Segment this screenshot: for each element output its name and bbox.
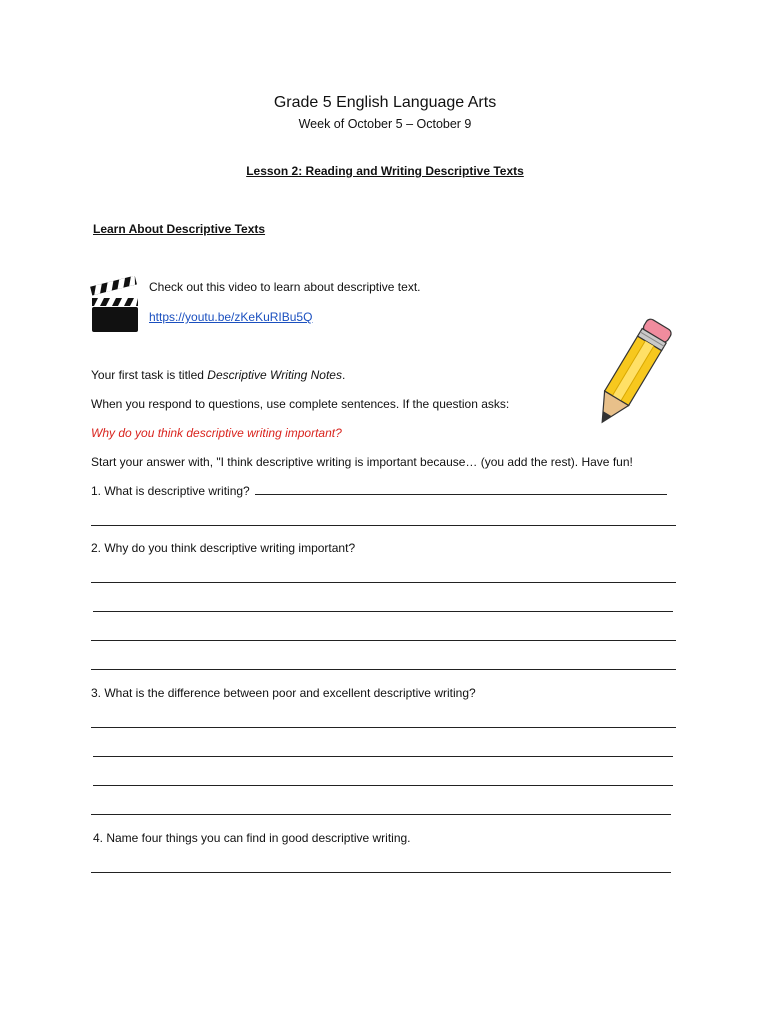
answer-line[interactable] [91,727,676,728]
video-link[interactable]: https://youtu.be/zKeKuRIBu5Q [149,310,313,324]
answer-line[interactable] [91,582,676,583]
answer-line[interactable] [91,872,671,873]
section-heading: Learn About Descriptive Texts [93,222,266,236]
question-1-text: 1. What is descriptive writing? [91,484,250,498]
example-question: Why do you think descriptive writing important? [91,426,342,440]
question-2: 2. Why do you think descriptive writing important? [91,541,356,555]
task-suffix: . [341,368,346,382]
video-text: Check out this video to learn about descriptive text. [149,280,421,294]
start-answer-instruction: Start your answer with, "I think descriptive writing is important because… (you add the rest). Have fun! [91,455,633,469]
answer-line[interactable] [93,611,673,612]
clapperboard-icon [90,276,140,339]
answer-line[interactable] [91,640,676,641]
answer-line[interactable] [93,785,673,786]
answer-line[interactable] [255,494,667,495]
week-subtitle: Week of October 5 – October 9 [298,117,472,131]
question-4: 4. Name four things you can find in good descriptive writing. [93,831,411,845]
task-prefix: Your first task is titled [91,368,208,382]
page-title: Grade 5 English Language Arts [273,94,497,111]
task-instruction [91,368,345,382]
answer-line[interactable] [91,669,676,670]
pencil-icon [585,312,675,445]
answer-line[interactable] [91,525,676,526]
answer-line[interactable] [91,814,671,815]
question-1 [91,484,667,498]
question-3: 3. What is the difference between poor and excellent descriptive writing? [91,686,476,700]
lesson-heading: Lesson 2: Reading and Writing Descriptive Texts [246,164,524,178]
respond-instruction: When you respond to questions, use complete sentences. If the question asks: [91,397,510,411]
answer-line[interactable] [93,756,673,757]
task-title: Descriptive Writing Notes [207,368,342,382]
